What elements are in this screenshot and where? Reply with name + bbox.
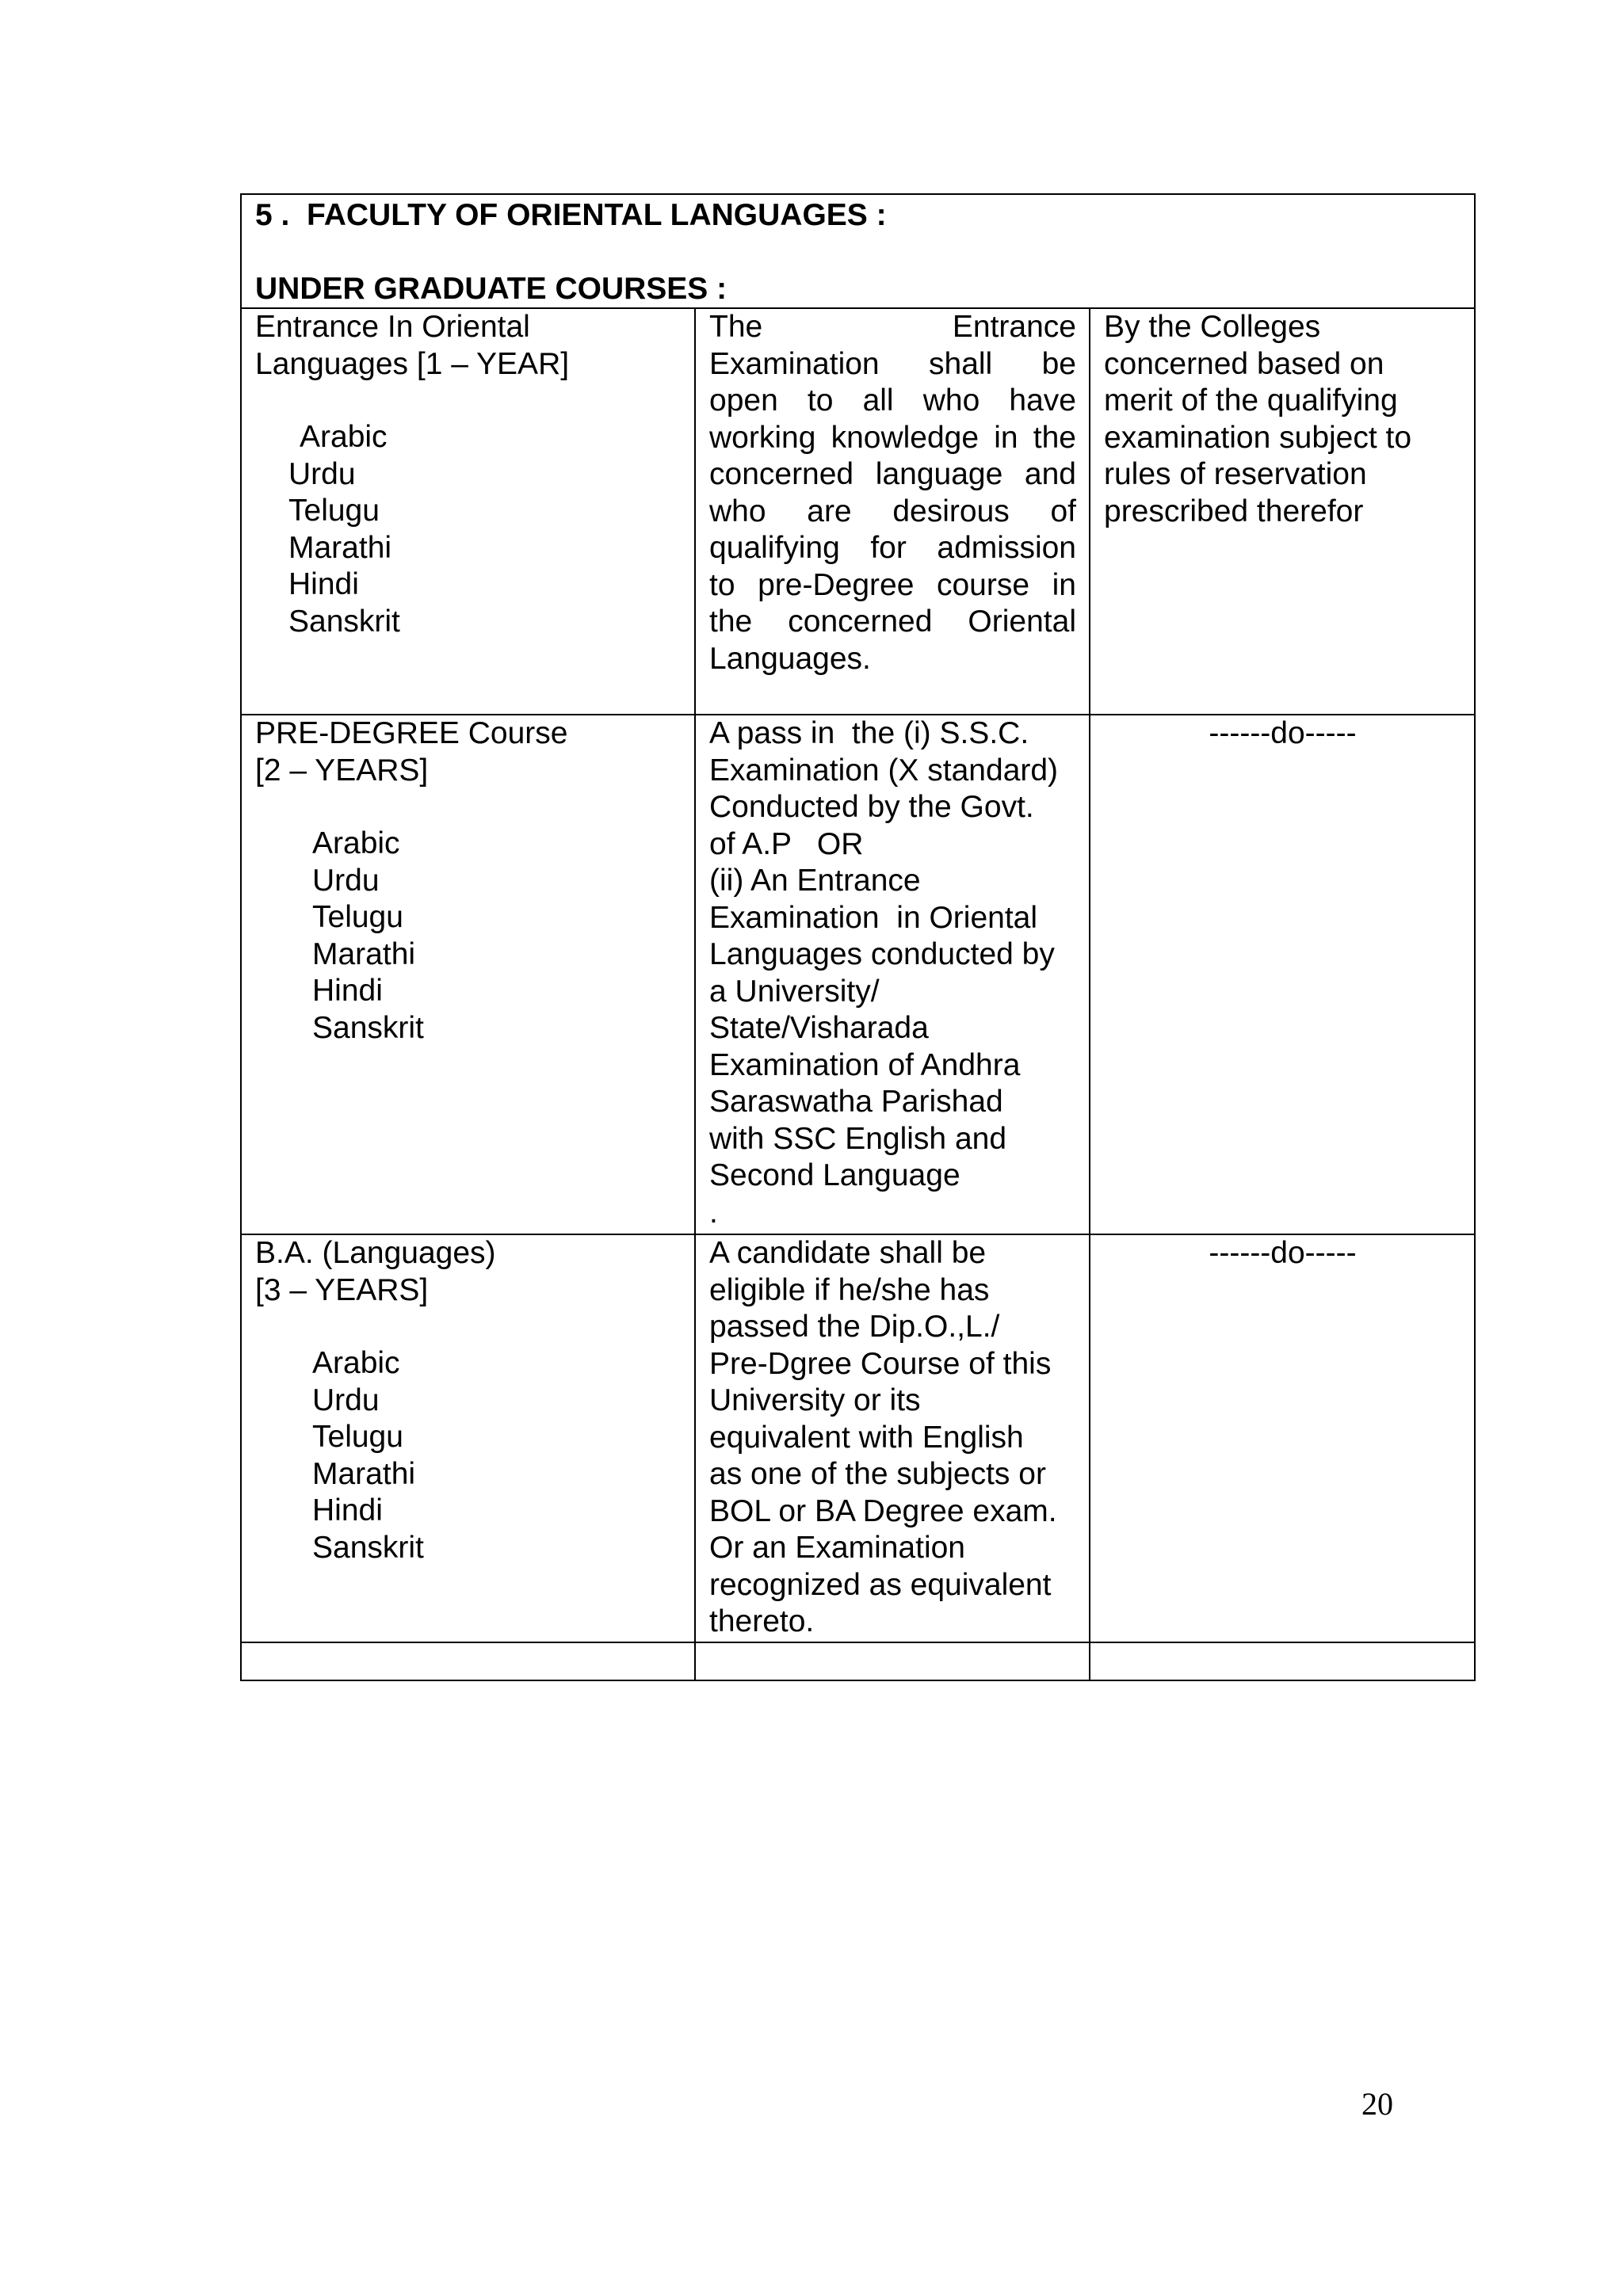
eligibility-line: Examination of Andhra (709, 1047, 1021, 1082)
eligibility-line: concerned language and (709, 457, 1076, 491)
course-name: B.A. (Languages) (255, 1236, 496, 1270)
eligibility-line: eligible if he/she has (709, 1272, 990, 1307)
language-item: Telugu (312, 900, 403, 934)
eligibility-line: passed the Dip.O.,L./ (709, 1310, 1000, 1344)
admission-ditto: ------do----- (1209, 1236, 1357, 1270)
section-subtitle: UNDER GRADUATE COURSES : (255, 271, 727, 306)
eligibility-line: thereto. (709, 1604, 815, 1638)
section-header-row (241, 194, 1475, 308)
eligibility-line: qualifying for admission (709, 531, 1076, 565)
eligibility-line: recognized as equivalent (709, 1567, 1052, 1602)
eligibility-line: working knowledge in the (709, 420, 1076, 455)
course-duration: [2 – YEARS] (255, 753, 429, 788)
language-item: Arabic (312, 1346, 400, 1380)
eligibility-line: Saraswatha Parishad (709, 1085, 1003, 1119)
eligibility-line: BOL or BA Degree exam. (709, 1493, 1057, 1528)
eligibility-line: (ii) An Entrance (709, 864, 921, 898)
course-name: Entrance In Oriental (255, 310, 530, 344)
eligibility-line: A candidate shall be (709, 1236, 987, 1270)
page-number: 20 (1361, 2086, 1393, 2122)
course-name: PRE-DEGREE Course (255, 716, 568, 750)
language-item: Marathi (312, 936, 416, 971)
table-row-ba (241, 1234, 1475, 1642)
admission-line: examination subject to (1104, 420, 1412, 455)
eligibility-line: The Entrance (709, 310, 1076, 344)
eligibility-line: Or an Examination (709, 1531, 965, 1565)
admission-line: prescribed therefor (1104, 494, 1364, 528)
eligibility-line: Examination (X standard) (709, 753, 1059, 788)
table-row-entrance (241, 308, 1475, 715)
eligibility-cell (695, 715, 1090, 1234)
eligibility-line: State/Visharada (709, 1011, 929, 1045)
course-cell (241, 715, 695, 1234)
language-item: Hindi (312, 1493, 383, 1527)
language-item: Hindi (312, 974, 383, 1008)
admission-cell (1090, 715, 1475, 1234)
eligibility-line: the concerned Oriental (709, 605, 1076, 639)
eligibility-line: to pre-Degree course in (709, 567, 1076, 602)
language-item: Sanskrit (312, 1010, 424, 1045)
language-item: Hindi (288, 567, 359, 601)
eligibility-line: open to all who have (709, 383, 1076, 418)
language-item: Arabic (312, 826, 400, 860)
eligibility-line: Languages conducted by (709, 937, 1055, 971)
eligibility-line: who are desirous of (709, 494, 1076, 528)
admission-line: By the Colleges (1104, 310, 1321, 344)
admission-ditto: ------do----- (1209, 716, 1357, 750)
admission-line: concerned based on (1104, 346, 1384, 381)
language-item: Marathi (288, 530, 392, 565)
empty-cell (1090, 1642, 1475, 1680)
language-list (255, 826, 682, 1047)
courses-table (240, 193, 1476, 1681)
eligibility-line: Languages. (709, 641, 871, 676)
language-item: Sanskrit (312, 1530, 424, 1565)
eligibility-line: A pass in the (i) S.S.C. (709, 716, 1029, 750)
empty-cell (241, 1642, 695, 1680)
course-cell (241, 1234, 695, 1642)
admission-cell (1090, 1234, 1475, 1642)
empty-cell (695, 1642, 1090, 1680)
eligibility-cell (695, 308, 1090, 715)
language-item: Arabic (300, 420, 388, 454)
eligibility-line: Second Language (709, 1158, 960, 1192)
eligibility-line: equivalent with English (709, 1420, 1024, 1455)
eligibility-cell (695, 1234, 1090, 1642)
table-row-predegree (241, 715, 1475, 1234)
admission-cell (1090, 308, 1475, 715)
language-item: Telugu (288, 494, 380, 528)
language-list (255, 419, 682, 640)
language-list (255, 1345, 682, 1566)
language-item: Urdu (312, 863, 380, 898)
eligibility-line: Examination shall be (709, 346, 1076, 381)
section-title: 5 . FACULTY OF ORIENTAL LANGUAGES : (255, 198, 887, 232)
language-item: Urdu (288, 456, 356, 491)
eligibility-line: as one of the subjects or (709, 1457, 1046, 1491)
eligibility-line: . (709, 1195, 718, 1230)
admission-line: rules of reservation (1104, 457, 1367, 491)
language-item: Urdu (312, 1383, 380, 1417)
language-item: Marathi (312, 1456, 416, 1491)
admission-line: merit of the qualifying (1104, 383, 1398, 418)
language-item: Telugu (312, 1420, 403, 1454)
course-duration: Languages [1 – YEAR] (255, 346, 570, 381)
course-cell (241, 308, 695, 715)
section-header-cell (241, 194, 1475, 308)
table-row-empty (241, 1642, 1475, 1680)
course-duration: [3 – YEARS] (255, 1272, 429, 1307)
eligibility-line: Conducted by the Govt. (709, 790, 1034, 824)
eligibility-line: University or its (709, 1383, 921, 1417)
eligibility-line: with SSC English and (709, 1121, 1007, 1156)
eligibility-line: a University/ (709, 974, 880, 1009)
eligibility-line: Pre-Dgree Course of this (709, 1346, 1052, 1381)
eligibility-line: Examination in Oriental (709, 900, 1038, 935)
language-item: Sanskrit (288, 604, 400, 639)
eligibility-line: of A.P OR (709, 826, 864, 861)
